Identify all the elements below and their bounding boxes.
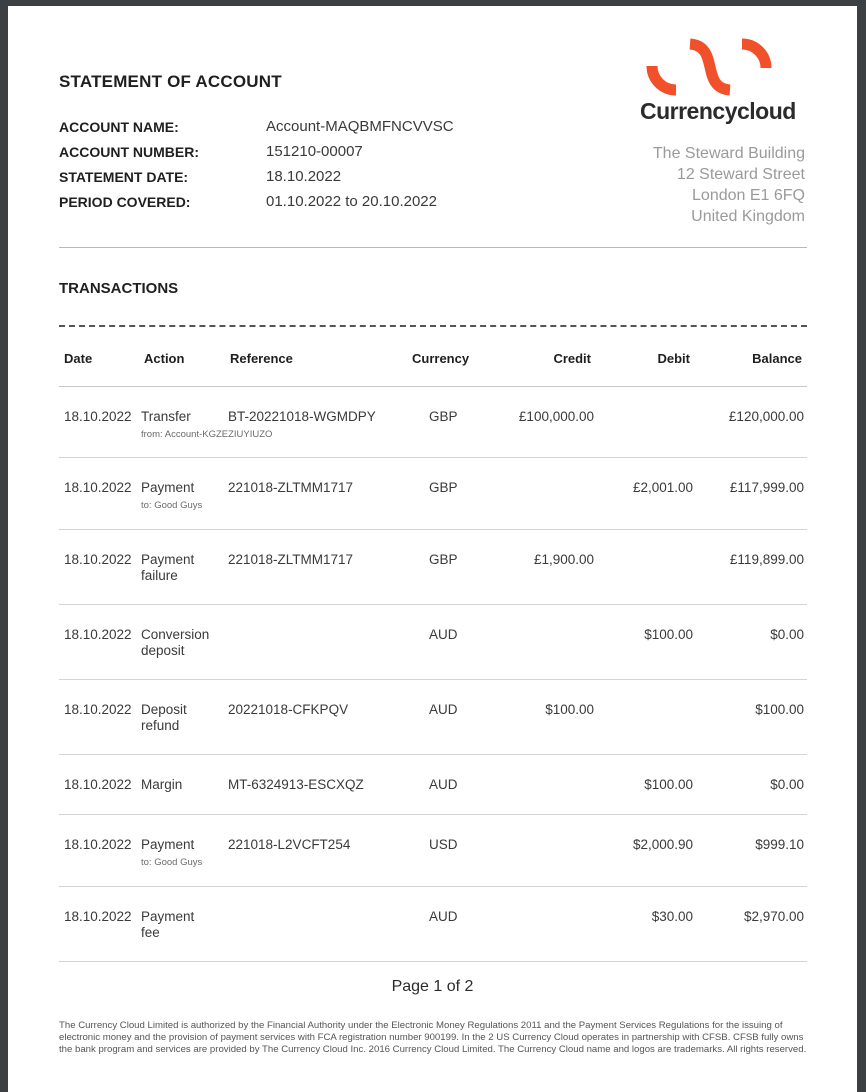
address-line: The Steward Building bbox=[652, 145, 805, 162]
brand-name: Currencycloud bbox=[640, 98, 796, 124]
table-row bbox=[59, 605, 807, 680]
currencycloud-logo-icon bbox=[638, 36, 778, 98]
action-label: Transfer bbox=[141, 409, 191, 424]
statement-title: STATEMENT OF ACCOUNT bbox=[59, 72, 282, 91]
address-line: 12 Steward Street bbox=[676, 166, 805, 183]
column-header-date: Date bbox=[64, 351, 93, 366]
dashed-divider bbox=[59, 325, 807, 327]
action-label: Payment fee bbox=[141, 909, 195, 940]
cell-credit: £1,900.00 bbox=[533, 552, 594, 567]
cell-debit: $100.00 bbox=[644, 627, 693, 642]
cell-reference: BT-20221018-WGMDPY bbox=[228, 409, 376, 424]
cell-balance: £117,999.00 bbox=[729, 480, 804, 495]
cell-date: 18.10.2022 bbox=[64, 777, 132, 792]
cell-balance: $999.10 bbox=[755, 837, 804, 852]
action-counterparty: from: Account-KGZEZIUYIUZO bbox=[141, 429, 273, 440]
action-label: Payment bbox=[141, 480, 195, 495]
table-row bbox=[59, 458, 807, 530]
account-number-value: 151210-00007 bbox=[266, 143, 363, 160]
action-label: Payment bbox=[141, 837, 195, 852]
cell-date: 18.10.2022 bbox=[64, 909, 132, 924]
footer-overflow-line bbox=[59, 1084, 809, 1092]
cell-balance: $0.00 bbox=[770, 777, 804, 792]
action-counterparty: to: Good Guys bbox=[141, 857, 203, 868]
field-label: STATEMENT DATE: bbox=[59, 168, 189, 185]
statement-page bbox=[8, 6, 857, 1092]
cell-action bbox=[141, 552, 211, 584]
statement-date-row bbox=[59, 164, 454, 189]
column-header-debit: Debit bbox=[657, 351, 690, 366]
table-row bbox=[59, 680, 807, 755]
cell-date: 18.10.2022 bbox=[64, 702, 132, 717]
address-line: London E1 6FQ bbox=[692, 187, 805, 204]
cell-credit: $100.00 bbox=[545, 702, 594, 717]
cell-date: 18.10.2022 bbox=[64, 480, 132, 495]
cell-balance: £120,000.00 bbox=[728, 409, 804, 424]
cell-action bbox=[141, 480, 202, 514]
cell-debit: £2,001.00 bbox=[632, 480, 693, 495]
logo-right-arc bbox=[742, 44, 766, 68]
action-label: Payment failure bbox=[141, 552, 195, 583]
logo-left-arc bbox=[652, 66, 676, 90]
cell-debit: $100.00 bbox=[644, 777, 693, 792]
legal-footer: The Currency Cloud Limited is authorized by the Financial Authority under the Electronic Money Regulations 2011 and the Payment Services Regulations for the issuing of electronic money and the provision of payment services with FCA registration number 900199. In the 2 US Currency Cloud operates in partnership with CFSB. CFSB fully owns the bank program and services are provided by The Currency Cloud Inc. 2016 Currency Cloud Limited. The Currency Cloud name and logos are trademarks. All rights reserved. bbox=[59, 1020, 807, 1055]
table-header bbox=[59, 342, 807, 387]
cell-reference: 221018-ZLTMM1717 bbox=[228, 552, 354, 567]
field-label: PERIOD COVERED: bbox=[59, 193, 191, 210]
cell-debit: $30.00 bbox=[651, 909, 693, 924]
column-header-reference: Reference bbox=[230, 351, 293, 366]
transactions-title: TRANSACTIONS bbox=[59, 280, 179, 297]
period-covered-value: 01.10.2022 to 20.10.2022 bbox=[266, 193, 437, 210]
account-name-row bbox=[59, 114, 454, 139]
cell-date: 18.10.2022 bbox=[64, 552, 132, 567]
table-row bbox=[59, 530, 807, 605]
cell-currency: AUD bbox=[429, 909, 458, 924]
column-header-balance: Balance bbox=[752, 351, 802, 366]
cell-date: 18.10.2022 bbox=[64, 627, 132, 642]
transactions-table-body bbox=[59, 387, 807, 962]
cell-currency: GBP bbox=[429, 480, 458, 495]
table-row bbox=[59, 887, 807, 962]
cell-date: 18.10.2022 bbox=[64, 837, 132, 852]
cell-balance: $0.00 bbox=[770, 627, 804, 642]
cell-action bbox=[141, 777, 182, 793]
period-covered-row bbox=[59, 189, 454, 214]
cell-debit: $2,000.90 bbox=[632, 837, 693, 852]
action-label: Conversion deposit bbox=[141, 627, 210, 658]
cell-balance: $2,970.00 bbox=[743, 909, 804, 924]
account-details bbox=[59, 114, 454, 214]
cell-currency: AUD bbox=[429, 627, 458, 642]
table-row bbox=[59, 387, 807, 458]
address-line: United Kingdom bbox=[691, 208, 805, 225]
action-label: Margin bbox=[141, 777, 183, 792]
cell-currency: GBP bbox=[429, 409, 458, 424]
field-label: ACCOUNT NAME: bbox=[59, 118, 179, 135]
statement-date-value: 18.10.2022 bbox=[266, 168, 342, 185]
cell-reference: MT-6324913-ESCXQZ bbox=[228, 777, 364, 792]
action-counterparty: to: Good Guys bbox=[141, 500, 203, 511]
cell-date: 18.10.2022 bbox=[64, 409, 132, 424]
cell-currency: AUD bbox=[429, 777, 458, 792]
account-number-row bbox=[59, 139, 454, 164]
cell-action bbox=[141, 702, 211, 734]
logo-middle-wave bbox=[690, 44, 730, 90]
table-row bbox=[59, 755, 807, 815]
action-label: Deposit refund bbox=[141, 702, 187, 733]
header-divider bbox=[59, 247, 807, 248]
field-label: ACCOUNT NUMBER: bbox=[59, 143, 199, 160]
page-indicator: Page 1 of 2 bbox=[391, 978, 474, 995]
column-header-currency: Currency bbox=[412, 351, 470, 366]
cell-reference: 20221018-CFKPQV bbox=[228, 702, 349, 717]
cell-action bbox=[141, 909, 211, 941]
cell-credit: £100,000.00 bbox=[518, 409, 594, 424]
column-header-credit: Credit bbox=[553, 351, 591, 366]
cell-reference: 221018-L2VCFT254 bbox=[228, 837, 351, 852]
column-header-action: Action bbox=[144, 351, 185, 366]
cell-reference: 221018-ZLTMM1717 bbox=[228, 480, 354, 495]
cell-balance: £119,899.00 bbox=[729, 552, 804, 567]
cell-balance: $100.00 bbox=[755, 702, 804, 717]
cell-action bbox=[141, 627, 211, 659]
cell-action bbox=[141, 837, 202, 871]
company-address bbox=[653, 143, 805, 227]
cell-currency: USD bbox=[429, 837, 458, 852]
cell-currency: AUD bbox=[429, 702, 458, 717]
cell-currency: GBP bbox=[429, 552, 458, 567]
account-name-value: Account-MAQBMFNCVVSC bbox=[266, 118, 454, 135]
table-row bbox=[59, 815, 807, 887]
